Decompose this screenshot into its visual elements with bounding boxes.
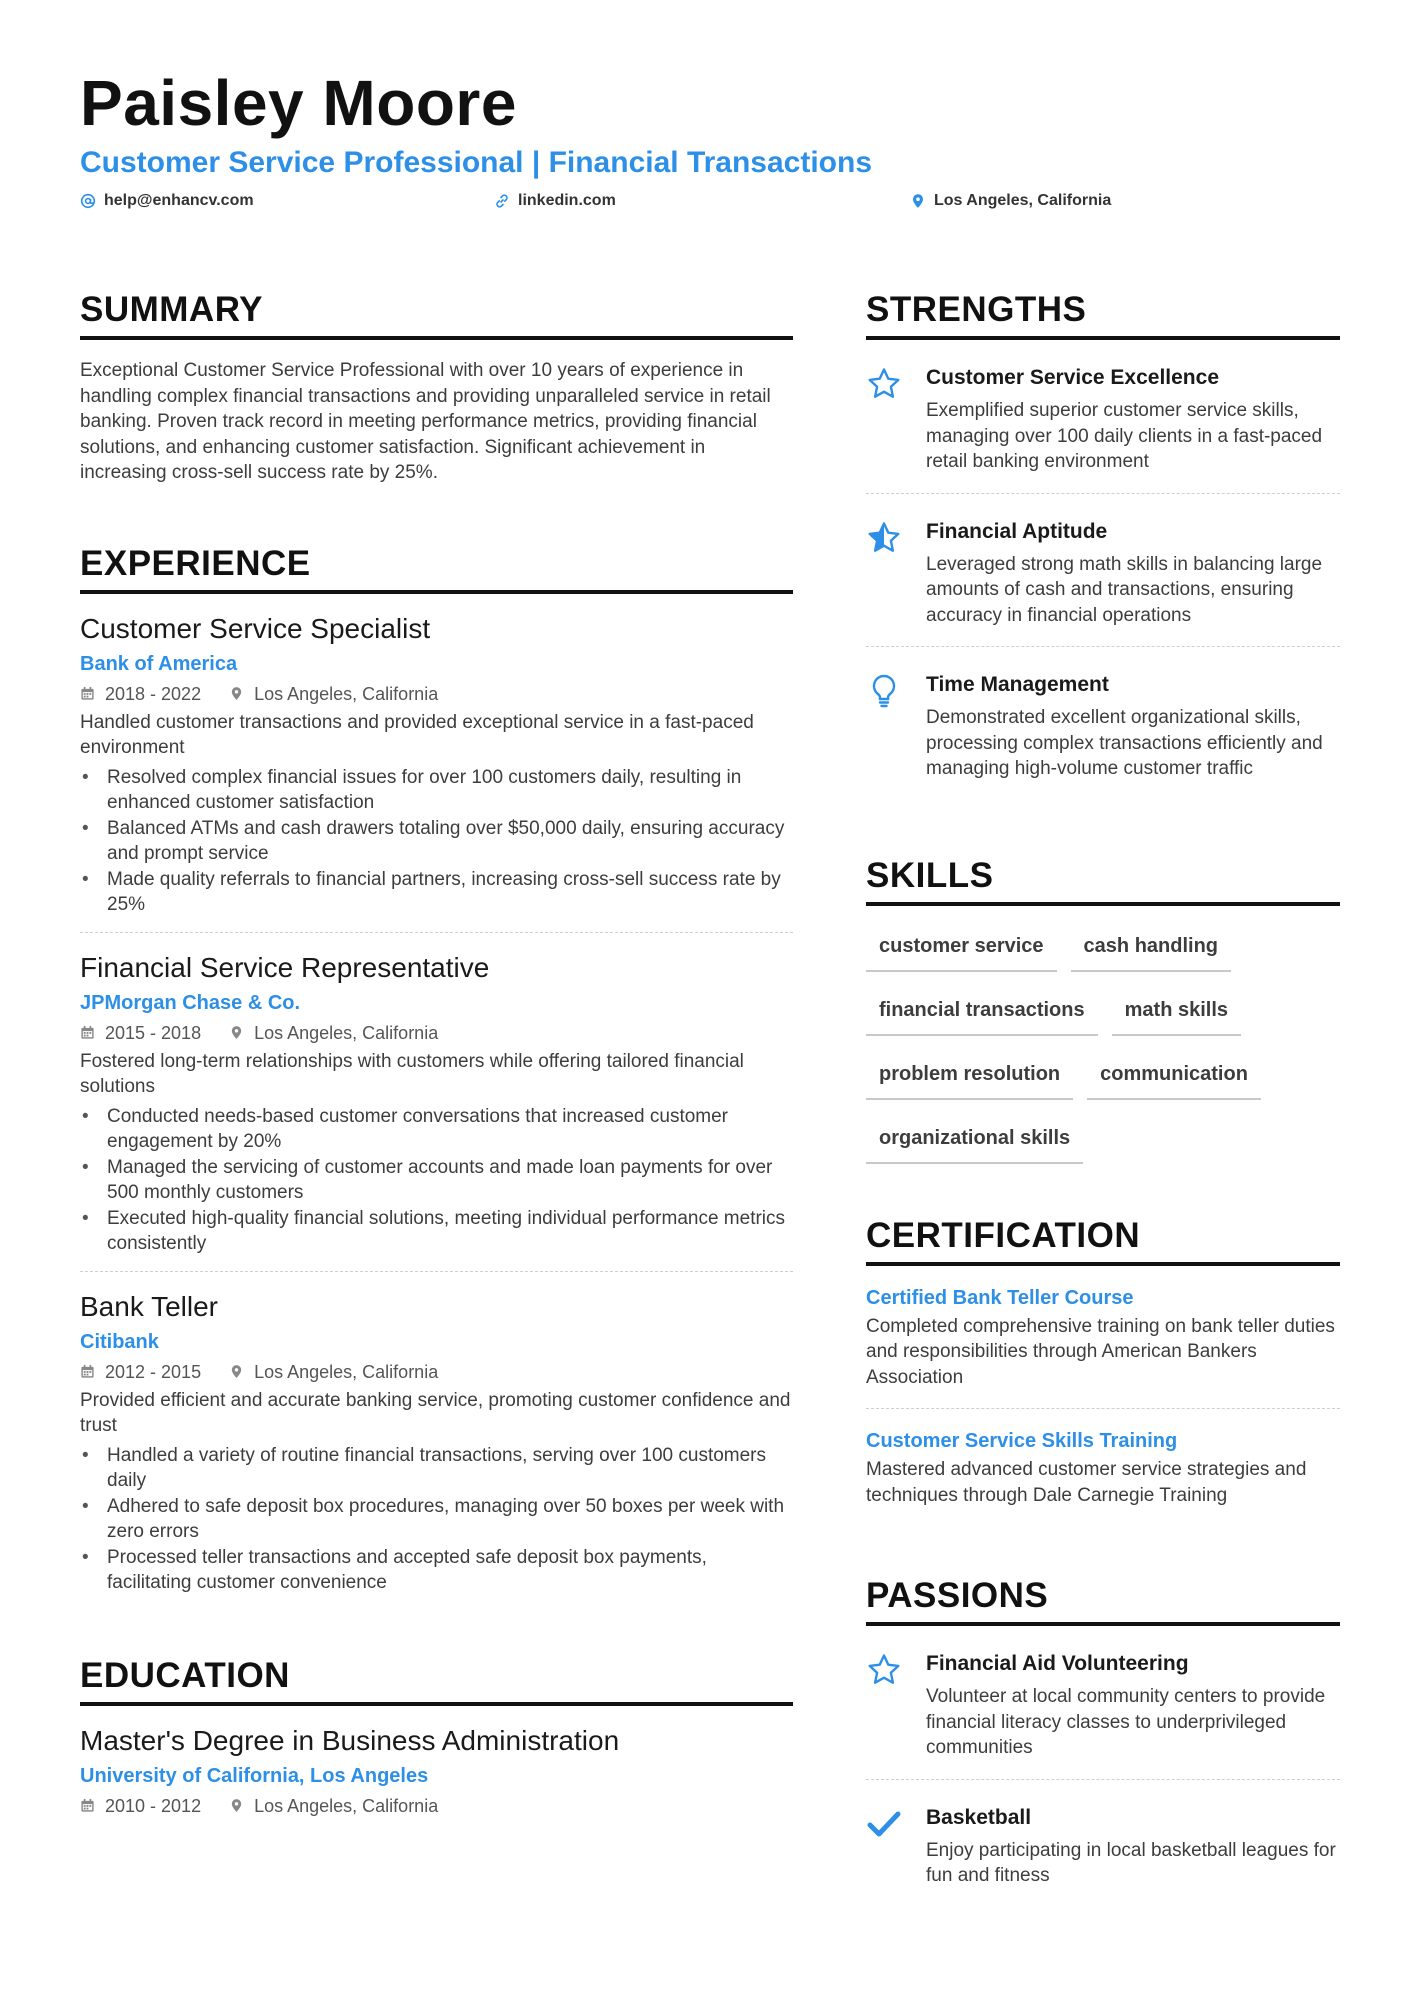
skill-tag: math skills bbox=[1112, 994, 1241, 1036]
calendar-icon bbox=[80, 1798, 95, 1813]
contact-linkedin[interactable] bbox=[494, 192, 616, 210]
strength-item bbox=[866, 494, 1340, 648]
job-dates: 2018 - 2022 bbox=[105, 683, 202, 704]
contact-row bbox=[80, 192, 1340, 218]
education-heading: EDUCATION bbox=[80, 1656, 793, 1706]
passion-item bbox=[866, 1626, 1340, 1780]
school-name[interactable]: University of California, Los Angeles bbox=[80, 1764, 429, 1787]
map-pin-icon bbox=[229, 1364, 244, 1379]
strength-title: Time Management bbox=[926, 673, 1109, 696]
education-dates: 2010 - 2012 bbox=[105, 1795, 202, 1816]
job-bullets bbox=[80, 1443, 793, 1596]
strength-description: Demonstrated excellent organizational skills, processing complex transactions efficiently and managing high-volume customer traffic bbox=[926, 707, 1323, 779]
lightbulb-icon bbox=[866, 673, 902, 709]
linkedin-text: linkedin.com bbox=[518, 192, 616, 209]
skill-tag: problem resolution bbox=[866, 1058, 1073, 1100]
contact-location bbox=[910, 192, 1111, 210]
skills-heading: SKILLS bbox=[866, 856, 1340, 906]
job-bullet: • Balanced ATMs and cash drawers totaling over $50,000 daily, ensuring accuracy and prompt service bbox=[80, 816, 793, 867]
job-dates: 2012 - 2015 bbox=[105, 1361, 202, 1382]
job-company[interactable]: JPMorgan Chase & Co. bbox=[80, 991, 301, 1014]
education-section bbox=[80, 1656, 793, 1818]
candidate-title: Customer Service Professional | Financial Transactions bbox=[80, 146, 873, 179]
left-column bbox=[80, 290, 793, 1818]
location-text: Los Angeles, California bbox=[934, 192, 1112, 209]
link-icon bbox=[494, 193, 510, 209]
summary-text: Exceptional Customer Service Professional with over 10 years of experience in handling complex financial transactions and providing unparalleled service in retail banking. Proven track record in meeting performance metrics, providing financial solutions, and enhancing customer satisfaction. Significant achievement in increasing cross-sell success rate by 25%. bbox=[80, 360, 771, 483]
skill-tag: communication bbox=[1087, 1058, 1261, 1100]
checkmark-icon bbox=[866, 1806, 902, 1842]
job-entry bbox=[80, 951, 793, 1272]
certification-heading: CERTIFICATION bbox=[866, 1216, 1340, 1266]
job-entry bbox=[80, 612, 793, 933]
skills-list bbox=[866, 930, 1340, 1164]
job-company[interactable]: Citibank bbox=[80, 1330, 159, 1353]
skill-tag: cash handling bbox=[1071, 930, 1231, 972]
passion-item bbox=[866, 1780, 1340, 1907]
map-pin-icon bbox=[910, 193, 926, 209]
job-bullet: • Adhered to safe deposit box procedures, managing over 50 boxes per week with zero errors bbox=[80, 1494, 793, 1545]
certification-item bbox=[866, 1266, 1340, 1410]
strength-item bbox=[866, 647, 1340, 800]
skill-tag: financial transactions bbox=[866, 994, 1098, 1036]
candidate-name: Paisley Moore bbox=[80, 67, 517, 139]
strength-description: Leveraged strong math skills in balancing large amounts of cash and transactions, ensuring accuracy in financial operations bbox=[926, 553, 1323, 626]
job-bullet: • Resolved complex financial issues for over 100 customers daily, resulting in enhanced customer satisfaction bbox=[80, 765, 793, 816]
job-dates: 2015 - 2018 bbox=[105, 1022, 202, 1043]
job-meta bbox=[80, 1360, 793, 1384]
certification-title[interactable]: Customer Service Skills Training bbox=[866, 1430, 1178, 1452]
job-bullet: • Made quality referrals to financial partners, increasing cross-sell success rate by 25% bbox=[80, 867, 793, 918]
job-title: Financial Service Representative bbox=[80, 951, 490, 983]
job-bullet: • Processed teller transactions and accepted safe deposit box payments, facilitating customer convenience bbox=[80, 1545, 793, 1596]
certification-description: Completed comprehensive training on bank teller duties and responsibilities through American Bankers Association bbox=[866, 1315, 1335, 1388]
job-meta bbox=[80, 1021, 793, 1045]
passion-title: Basketball bbox=[926, 1805, 1032, 1829]
map-pin-icon bbox=[229, 1798, 244, 1813]
star-half-icon bbox=[866, 520, 902, 556]
job-company[interactable]: Bank of America bbox=[80, 652, 238, 675]
skill-tag: organizational skills bbox=[866, 1122, 1083, 1164]
experience-heading: EXPERIENCE bbox=[80, 544, 793, 594]
certification-item bbox=[866, 1409, 1340, 1526]
job-description: Fostered long-term relationships with customers while offering tailored financial solutions bbox=[80, 1050, 744, 1097]
email-text: help@enhancv.com bbox=[104, 192, 254, 209]
job-location: Los Angeles, California bbox=[254, 1022, 439, 1043]
job-bullets bbox=[80, 1104, 793, 1257]
job-meta bbox=[80, 682, 793, 706]
passion-title: Financial Aid Volunteering bbox=[926, 1652, 1189, 1675]
job-location: Los Angeles, California bbox=[254, 683, 439, 704]
star-outline-icon bbox=[866, 366, 902, 402]
job-entry bbox=[80, 1290, 793, 1610]
job-bullet: • Executed high-quality financial solutions, meeting individual performance metrics consistently bbox=[80, 1206, 793, 1257]
at-sign-icon bbox=[80, 193, 96, 209]
calendar-icon bbox=[80, 1364, 95, 1379]
certification-title[interactable]: Certified Bank Teller Course bbox=[866, 1286, 1134, 1309]
experience-section bbox=[80, 544, 793, 1610]
summary-section bbox=[80, 290, 793, 486]
job-title: Bank Teller bbox=[80, 1290, 219, 1322]
right-column bbox=[866, 290, 1340, 1907]
certification-description: Mastered advanced customer service strategies and techniques through Dale Carnegie Training bbox=[866, 1459, 1307, 1506]
strength-item bbox=[866, 340, 1340, 494]
strength-title: Financial Aptitude bbox=[926, 519, 1108, 543]
resume-header bbox=[80, 66, 1340, 218]
calendar-icon bbox=[80, 1025, 95, 1040]
star-outline-icon bbox=[866, 1652, 902, 1688]
strength-description: Exemplified superior customer service skills, managing over 100 daily clients in a fast-paced retail banking environment bbox=[926, 400, 1323, 472]
strengths-section bbox=[866, 290, 1340, 800]
passion-description: Volunteer at local community centers to provide financial literacy classes to underprivileged communities bbox=[926, 1686, 1326, 1758]
job-location: Los Angeles, California bbox=[254, 1361, 439, 1382]
calendar-icon bbox=[80, 686, 95, 701]
skills-section bbox=[866, 856, 1340, 1164]
map-pin-icon bbox=[229, 686, 244, 701]
job-bullet: • Handled a variety of routine financial transactions, serving over 100 customers daily bbox=[80, 1443, 793, 1494]
job-bullets bbox=[80, 765, 793, 918]
strengths-heading: STRENGTHS bbox=[866, 290, 1340, 340]
education-meta bbox=[80, 1794, 793, 1818]
passions-heading: PASSIONS bbox=[866, 1576, 1340, 1626]
skill-tag: customer service bbox=[866, 930, 1057, 972]
contact-email[interactable] bbox=[80, 192, 254, 210]
job-description: Handled customer transactions and provided exceptional service in a fast-paced environment bbox=[80, 711, 754, 758]
passions-section bbox=[866, 1576, 1340, 1907]
map-pin-icon bbox=[229, 1025, 244, 1040]
certification-section bbox=[866, 1216, 1340, 1527]
summary-heading: SUMMARY bbox=[80, 290, 793, 340]
job-title: Customer Service Specialist bbox=[80, 612, 431, 644]
education-location: Los Angeles, California bbox=[254, 1795, 439, 1816]
passion-description: Enjoy participating in local basketball leagues for fun and fitness bbox=[926, 1839, 1336, 1886]
job-bullet: • Managed the servicing of customer accounts and made loan payments for over 500 monthly customers bbox=[80, 1155, 793, 1206]
job-bullet: • Conducted needs-based customer conversations that increased customer engagement by 20% bbox=[80, 1104, 793, 1155]
job-description: Provided efficient and accurate banking service, promoting customer confidence and trust bbox=[80, 1389, 791, 1436]
degree-title: Master's Degree in Business Administration bbox=[80, 1724, 620, 1756]
strength-title: Customer Service Excellence bbox=[926, 366, 1219, 389]
